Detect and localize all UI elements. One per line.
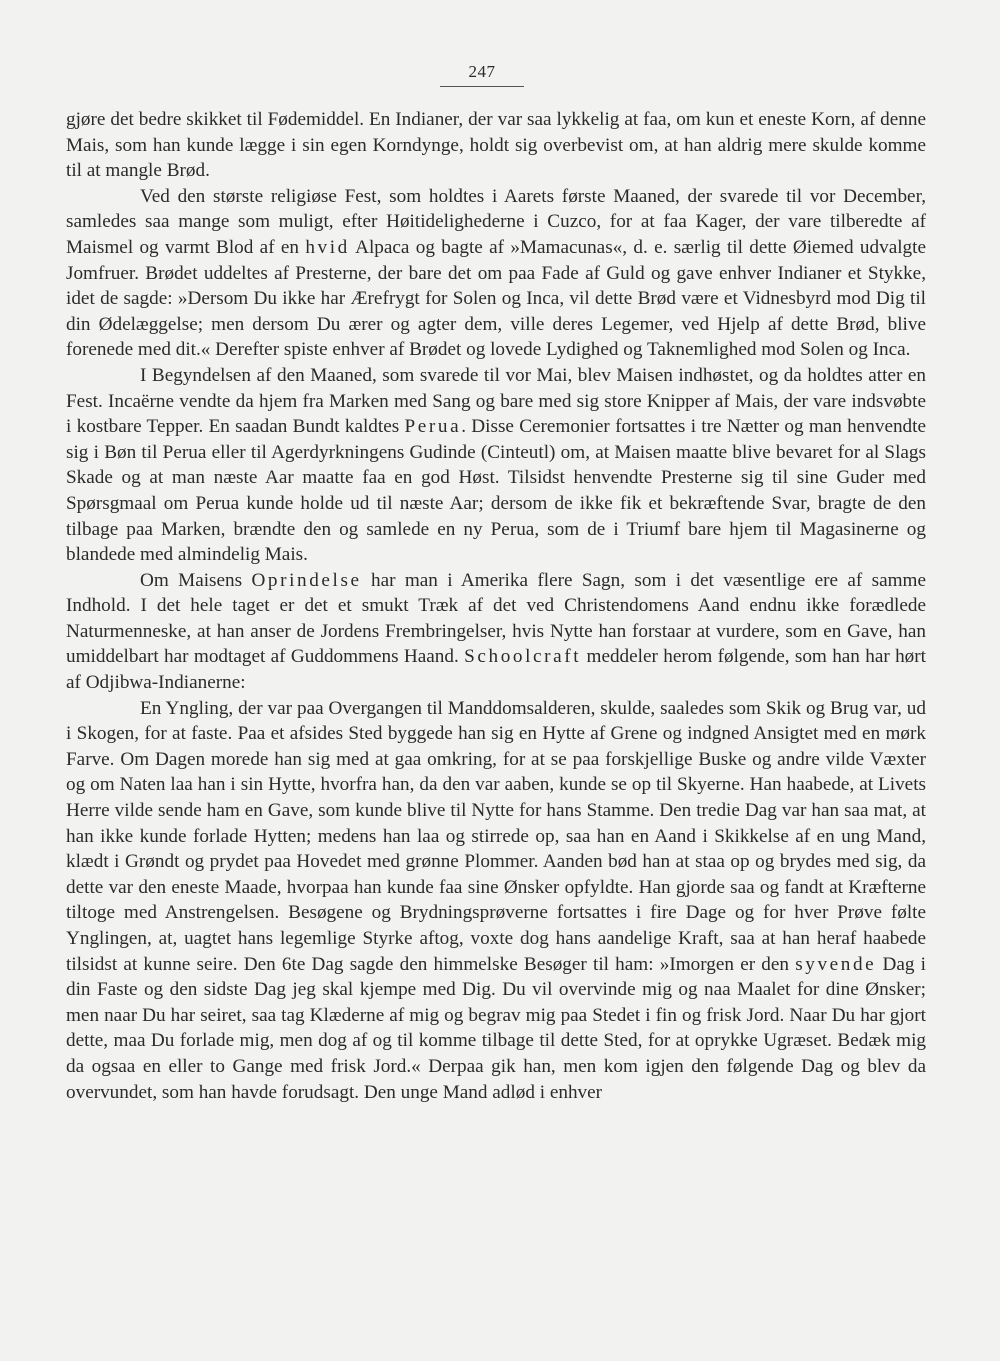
text-run: I Begyndelsen af den Maaned, som svarede til vor Mai, blev Maisen indhøstet, og da holdtes atter en Fest. Incaërne vendte da hjem fra Marken med Sang og bare med sig store Knipper af Mais, der vare indsvøbte i kostbare Tepper. En saadan Bundt kaldtes: [66, 364, 926, 438]
text-run: meddeler herom følgende, som han har hørt af Odjibwa-Indianerne:: [66, 646, 926, 694]
text-run: Om Maisens: [140, 569, 252, 591]
body-text: [66, 107, 926, 1105]
paragraph: [66, 184, 926, 363]
spaced-emphasis: Perua: [404, 416, 462, 438]
paragraph: [66, 696, 926, 1106]
paragraph: [66, 363, 926, 568]
paragraph: [66, 568, 926, 696]
text-run: En Yngling, der var paa Overgangen til Manddomsalderen, skulde, saaledes som Skik og Brug var, ud i Skogen, for at faste. Paa et afsides Sted byggede han sig en Hytte af Grene og indgned Ansigtet med en mørk Farve. Om Dagen morede han sig med at gaa omkring, for at se paa forskjellige Buske og andre vilde Væxter og om Naten laa han i sin Hytte, hvorfra han, da den var aaben, kunde se op til Skyerne. Han haabede, at Livets Herre vilde sende ham en Gave, som kunde blive til Nytte for hans Stamme. Den tredie Dag var han saa mat, at han ikke kunde forlade Hytten; medens han laa og stirrede op, saa han en Aand i Skikkelse af en ung Mand, klædt i Grøndt og prydet paa Hovedet med grønne Plommer. Aanden bød han at staa op og brydes med sig, da dette var den eneste Maade, hvorpaa han kunde faa sine Ønsker opfyldte. Han gjorde saa og fandt at Kræfterne tiltoge med Anstrengelsen. Besøgene og Brydningsprøverne fortsattes i fire Dage og for hver Prøve følte Ynglingen, at, uagtet hans legemlige Styrke aftog, voxte dog hans aandelige Kraft, saa at han heraf haabede tilsidst at kunne seire. Den 6te Dag sagde den himmelske Besøger til ham: »Imorgen er den: [66, 697, 926, 975]
spaced-emphasis: hvid: [305, 236, 350, 258]
text-run: Alpaca og bagte af »Mamacunas«, d. e. særlig til dette Øiemed udvalgte Jomfruer. Brødet uddeltes af Presterne, der bare det om paa Fade af Guld og gave enhver Indianer et Stykke, idet de sagde: »Dersom Du ikke har Ærefrygt for Solen og Inca, vil dette Brød være et Vidnesbyrd mod Dig til din Ødelæggelse; men dersom Du ærer og agter dem, ville deres Legemer, ved Hjelp af dette Brød, blive forenede med dit.« Derefter spiste enhver af Brødet og lovede Lydighed og Taknemlighed mod Solen og Inca.: [66, 236, 926, 361]
page-number: 247: [440, 62, 524, 87]
text-run: har man i Amerika flere Sagn, som i det væsentlige ere af samme Indhold. I det hele taget er det et smukt Træk af det ved Christendomens Aand endnu ikke forædlede Naturmenneske, at han anser de Jordens Frembringelser, hvis Nytte han forstaar at vurdere, som en Gave, han umiddelbart har modtaget af Guddommens Haand.: [66, 569, 927, 668]
text-run: Dag i din Faste og den sidste Dag jeg skal kjempe med Dig. Du vil overvinde mig og naa Maalet for dine Ønsker; men naar Du har seiret, saa tag Klæderne af mig og begrav mig paa Stedet i fin og frisk Jord. Naar Du har gjort dette, maa Du forlade mig, men dog af og til komme tilbage til dette Sted, for at oprykke Ugræset. Bedæk mig da ogsaa en eller to Gange med frisk Jord.« Derpaa gik han, men kom igjen den følgende Dag og blev da overvundet, som han havde forudsagt. Den unge Mand adlød i enhver: [66, 953, 926, 1103]
spaced-emphasis: Oprindelse: [251, 569, 362, 591]
spaced-emphasis: Schoolcraft: [464, 646, 582, 668]
text-run: Ved den største religiøse Fest, som holdtes i Aarets første Maaned, der svarede til vor December, samledes saa mange som muligt, efter Høitidelighederne i Cuzco, for at faa Kager, der vare tilberedte af Maismel og varmt Blod af en: [66, 185, 926, 258]
spaced-emphasis: syvende: [795, 953, 877, 975]
paragraph: [66, 107, 926, 184]
text-run: gjøre det bedre skikket til Fødemiddel. En Indianer, der var saa lykkelig at faa, om kun et eneste Korn, af denne Mais, som han kunde lægge i sin egen Korndynge, holdt sig overbevist om, at han aldrig mere skulde komme til at mangle Brød.: [66, 109, 926, 182]
text-run: . Disse Ceremonier fortsattes i tre Nætter og man henvendte sig i Bøn til Perua eller til Agerdyrkningens Gudinde (Cinteutl) om, at Maisen maatte blive bevaret for al Slags Skade og at man næste Aar maatte faa en god Høst. Tilsidst henvendte Presterne sig til sine Guder med Spørsgmaal om Perua kunde holde ud til næste Aar; dersom de ikke fik et bekræftende Svar, bragte de den tilbage paa Marken, brændte den og samlede en ny Perua, som de i Triumf bare hjem til Magasinerne og blandede med almindelig Mais.: [66, 416, 926, 566]
